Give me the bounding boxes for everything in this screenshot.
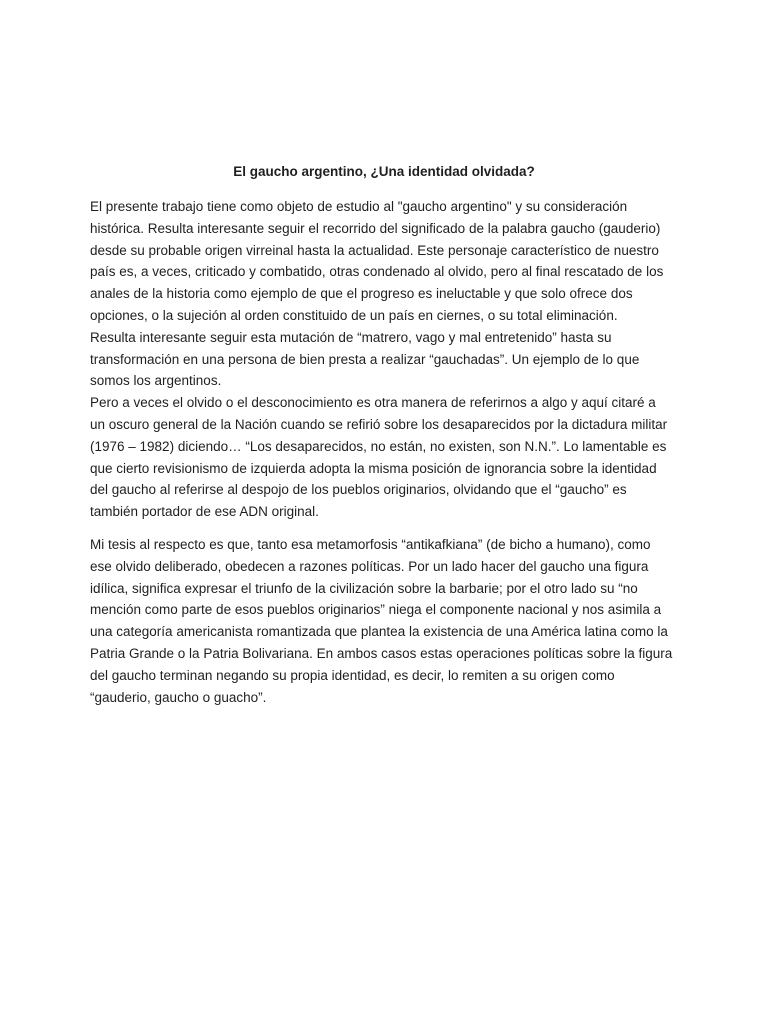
paragraph-line: somos los argentinos. [90,373,222,389]
paragraph-line: desde su probable origen virreinal hasta la actualidad. Este personaje característico de nuestro [90,242,659,258]
paragraph-line: del gaucho terminan negando su propia identidad, es decir, lo remiten a su origen como [90,667,615,683]
paragraph-line: que cierto revisionismo de izquierda adopta la misma posición de ignorancia sobre la identidad [90,460,657,476]
paragraph-line: mención como parte de esos pueblos originarios” niega el componente nacional y nos asimila a [90,602,662,618]
paragraph-line: anales de la historia como ejemplo de que el progreso es ineluctable y que solo ofrece dos [90,286,633,302]
paragraph-line: opciones, o la sujeción al orden constituido de un país en ciernes, o su total eliminación. [90,307,618,323]
paragraph-line: transformación en una persona de bien presta a realizar “gauchadas”. Un ejemplo de lo que [90,351,640,367]
paragraph-line: (1976 – 1982) diciendo… “Los desaparecidos, no están, no existen, son N.N.”. Lo lamentable es [90,438,667,454]
paragraph-2 [90,534,690,708]
paragraph-line: Patria Grande o la Patria Bolivariana. En ambos casos estas operaciones políticas sobre la figura [90,645,673,661]
paragraph-line: una categoría americanista romantizada que plantea la existencia de una América latina como la [90,624,668,640]
paragraph-line: Mi tesis al respecto es que, tanto esa metamorfosis “antikafkiana” (de bicho a humano), como [90,537,651,552]
paragraph-line: también portador de ese ADN original. [90,504,319,520]
paragraph-line: Pero a veces el olvido o el desconocimiento es otra manera de referirnos a algo y aquí citaré a [90,395,656,411]
paragraph-line: idílica, significa expresar el triunfo de la civilización sobre la barbarie; por el otro lado su “no [90,580,638,596]
paragraph-line: del gaucho al referirse al despojo de los pueblos originarios, olvidando que el “gaucho” es [90,482,627,498]
paragraph-line: “gauderio, gaucho o guacho”. [90,689,267,705]
paragraph-line: Resulta interesante seguir esta mutación de “matrero, vago y mal entretenido” hasta su [90,329,612,345]
paragraph-line: un oscuro general de la Nación cuando se refirió sobre los desaparecidos por la dictadura militar [90,416,668,432]
paragraph-line: ese olvido deliberado, obedecen a razones políticas. Por un lado hacer del gaucho una figura [90,558,649,574]
paragraph-line: país es, a veces, criticado y combatido, otras condenado al olvido, pero al final rescatado de los [90,264,664,280]
paragraph-line: histórica. Resulta interesante seguir el recorrido del significado de la palabra gaucho (gauderio) [90,220,661,236]
paragraph-line: El presente trabajo tiene como objeto de estudio al "gaucho argentino" y su consideración [90,199,628,214]
document-title: El gaucho argentino, ¿Una identidad olvidada? [233,164,535,179]
paragraph-1 [90,196,690,523]
